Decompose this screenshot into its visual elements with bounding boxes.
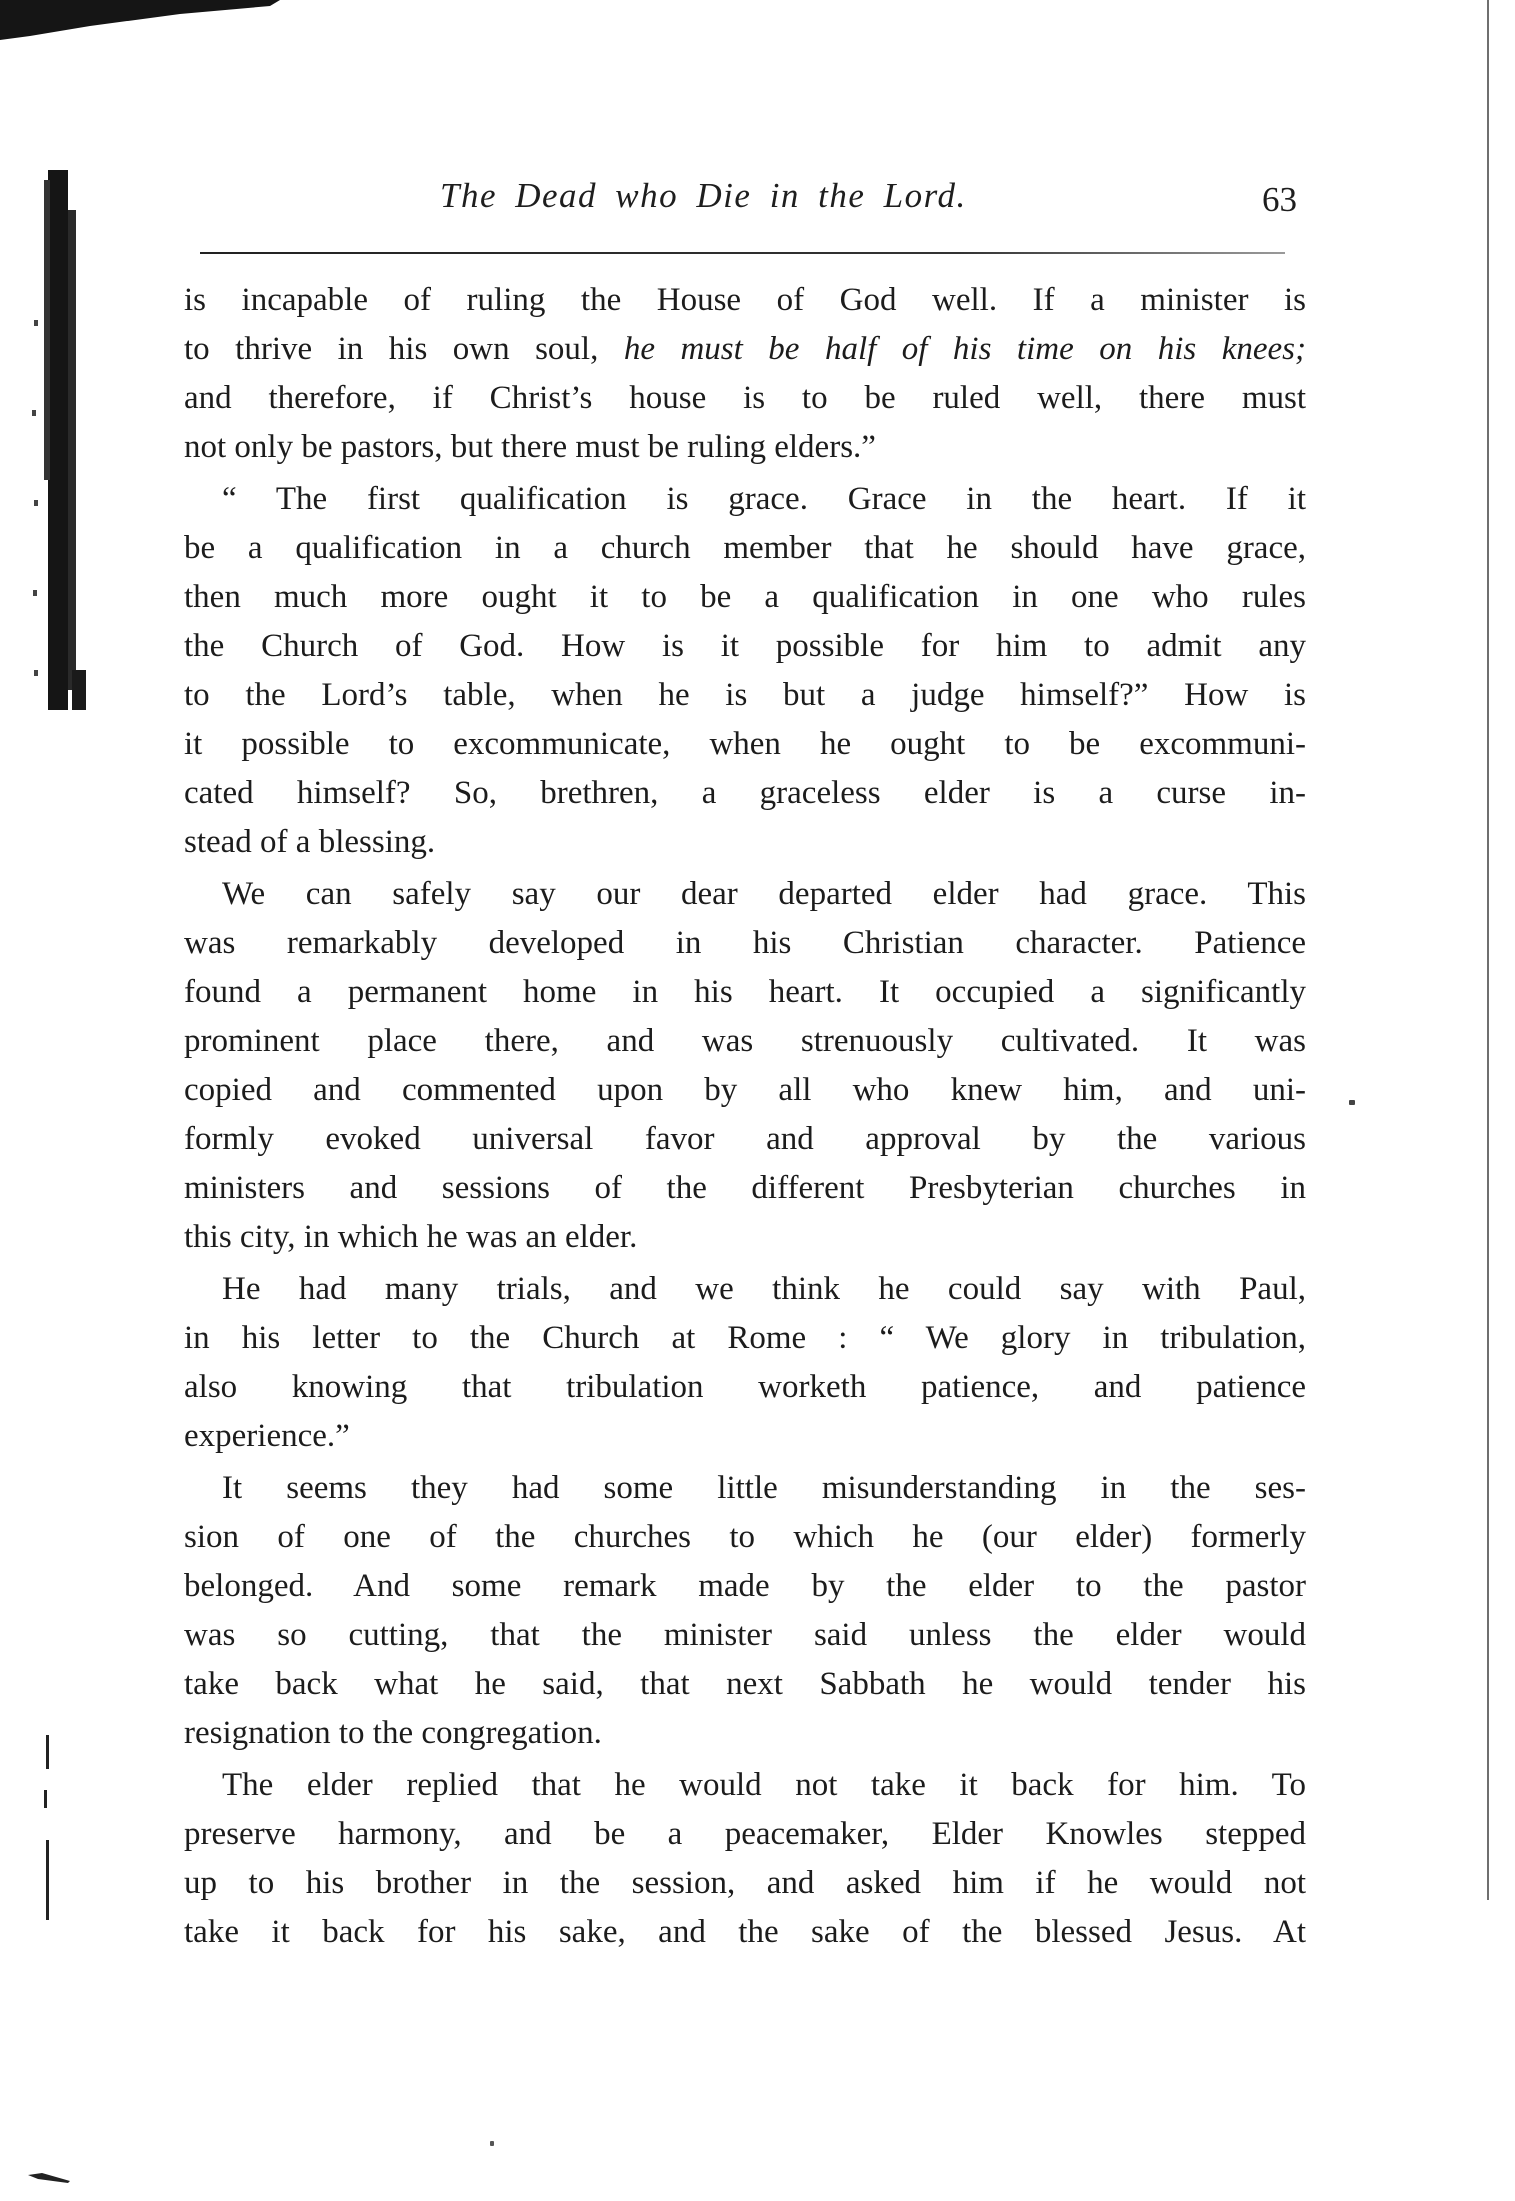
text-line — [184, 325, 1306, 374]
text-line: to the Lord’s table, when he is but a judge himself?” How is — [184, 677, 1306, 713]
scan-corner-smudge — [0, 0, 280, 40]
text-line: in his letter to the Church at Rome : “ We glory in tribulation, — [184, 1320, 1306, 1356]
text-line: found a permanent home in his heart. It occupied a significantly — [184, 974, 1306, 1010]
header-rule — [200, 252, 1285, 254]
text-line: it possible to excommunicate, when he ought to be excommuni- — [184, 726, 1306, 762]
text-segment: to thrive in his own soul, — [184, 331, 624, 367]
text-line: be a qualification in a church member that he should have grace, — [184, 530, 1306, 566]
text-line: the Church of God. How is it possible for him to admit any — [184, 628, 1306, 664]
text-line: up to his brother in the session, and asked him if he would not — [184, 1865, 1306, 1901]
text-line: take back what he said, that next Sabbath he would tender his — [184, 1666, 1306, 1702]
scan-mark — [44, 1790, 47, 1808]
text-line: preserve harmony, and be a peacemaker, Elder Knowles stepped — [184, 1816, 1306, 1852]
text-line: ministers and sessions of the different Presbyterian churches in — [184, 1170, 1306, 1206]
text-line: sion of one of the churches to which he (our elder) formerly — [184, 1519, 1306, 1555]
body-text — [184, 276, 1306, 1957]
scan-mark — [46, 1840, 49, 1920]
text-line: stead of a blessing. — [184, 824, 436, 860]
scan-speck — [1349, 1100, 1355, 1105]
text-line: belonged. And some remark made by the elder to the pastor — [184, 1568, 1306, 1604]
text-line: and therefore, if Christ’s house is to be ruled well, there must — [184, 380, 1306, 416]
text-line: cated himself? So, brethren, a graceless elder is a curse in- — [184, 775, 1306, 811]
text-line: this city, in which he was an elder. — [184, 1219, 638, 1255]
text-line: The elder replied that he would not take it back for him. To — [222, 1767, 1306, 1803]
text-line: take it back for his sake, and the sake of the blessed Jesus. At — [184, 1914, 1306, 1950]
text-line: not only be pastors, but there must be ruling elders.” — [184, 429, 876, 465]
text-line: copied and commented upon by all who knew him, and uni- — [184, 1072, 1306, 1108]
text-line: He had many trials, and we think he could say with Paul, — [222, 1271, 1306, 1307]
scan-mark — [28, 2170, 70, 2180]
text-line: It seems they had some little misunderstanding in the ses- — [222, 1470, 1306, 1506]
scan-mark — [46, 1735, 49, 1769]
page-number: 63 — [1262, 180, 1297, 219]
text-line: then much more ought it to be a qualification in one who rules — [184, 579, 1306, 615]
text-line: experience.” — [184, 1418, 350, 1454]
text-line: was so cutting, that the minister said unless the elder would — [184, 1617, 1306, 1653]
text-line: is incapable of ruling the House of God well. If a minister is — [184, 282, 1306, 318]
text-line: prominent place there, and was strenuously cultivated. It was — [184, 1023, 1306, 1059]
text-line: also knowing that tribulation worketh patience, and patience — [184, 1369, 1306, 1405]
text-line: resignation to the congregation. — [184, 1715, 602, 1751]
binding-shadow — [28, 170, 90, 730]
scan-speck — [490, 2141, 494, 2146]
text-line: formly evoked universal favor and approval by the various — [184, 1121, 1306, 1157]
text-line: We can safely say our dear departed elder had grace. This — [222, 876, 1306, 912]
text-line: “ The first qualification is grace. Grace in the heart. If it — [222, 481, 1306, 517]
page-edge-line — [1487, 0, 1489, 1900]
running-title: The Dead who Die in the Lord. — [440, 176, 967, 215]
text-line: was remarkably developed in his Christian character. Patience — [184, 925, 1306, 961]
italic-emphasis: he must be half of his time on his knees; — [623, 331, 1306, 367]
